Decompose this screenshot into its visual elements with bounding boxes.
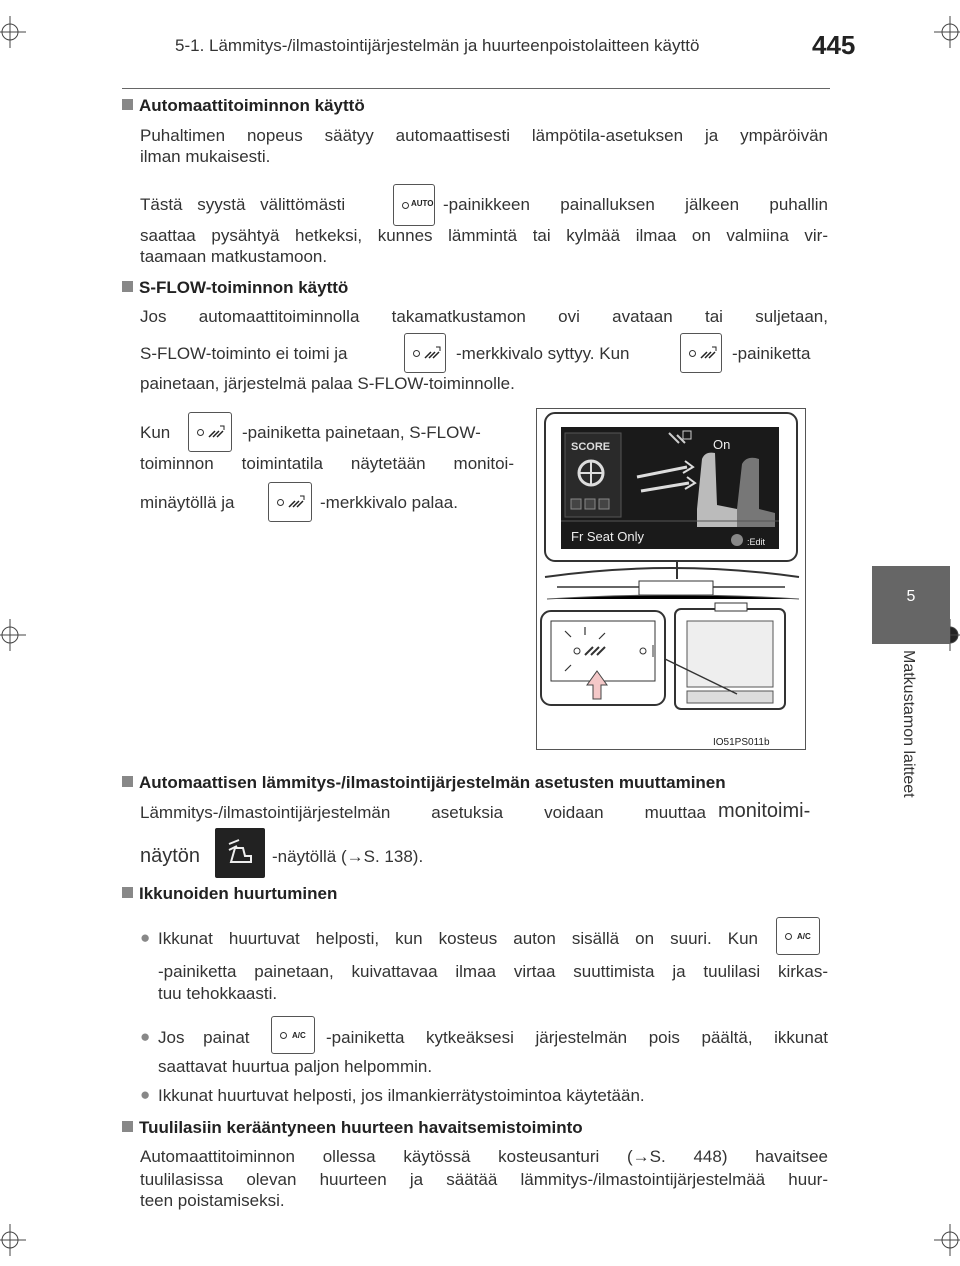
sflow-col-line1-b: -painiketta painetaan, S-FLOW-	[242, 423, 481, 442]
settings-line2-a: näytön	[140, 845, 201, 867]
auto-p1-line1: Puhaltimen nopeus säätyy automaattisesti lämpötila-asetuksen ja ympäröivän	[140, 126, 828, 145]
fog-b2-a: Jos painat	[158, 1028, 250, 1047]
heading-sflow-text: S-FLOW-toiminnon käyttö	[139, 278, 349, 297]
sflow-col-line1-a: Kun	[140, 423, 171, 442]
auto-button-icon	[393, 184, 435, 226]
crop-mark-mid-left	[0, 615, 40, 655]
auto-p1-line2: ilman mukaisesti.	[140, 147, 271, 166]
figure-id: IO51PS011b	[713, 737, 770, 748]
fog-b1-line2: -painiketta painetaan, kuivattavaa ilmaa virtaa suuttimista ja tuulilasi kirkas-	[158, 962, 828, 981]
fog-b2-line2: saattavat huurtua paljon helpommin.	[158, 1057, 433, 1076]
fog-b3: Ikkunat huurtuvat helposti, jos ilmankierrätystoimintoa käytetään.	[158, 1086, 645, 1105]
bullet-3: ●	[140, 1085, 151, 1104]
auto-button-label: AUTO	[411, 199, 434, 208]
heading-square-icon	[122, 1121, 133, 1132]
auto-p2-line3: taamaan matkustamoon.	[140, 247, 328, 266]
chapter-tab-number: 5	[906, 588, 916, 605]
sflow-col-line3-b: -merkkivalo palaa.	[320, 493, 458, 512]
ac-button-label: A/C	[797, 932, 811, 941]
running-header-title: 5-1. Lämmitys-/ilmastointijärjestelmän ja huurteenpoistolaitteen käyttö	[175, 36, 700, 55]
figure-score-label: SCORE	[571, 441, 611, 453]
sflow-button-icon-2	[188, 412, 232, 452]
crop-mark-top-left	[0, 10, 40, 50]
figure-on-label: On	[713, 437, 731, 452]
sflow-indicator-icon-2	[268, 482, 312, 522]
settings-line2-b: -näytöllä (→S. 138).	[272, 847, 424, 866]
figure-edit-label: :Edit	[747, 537, 766, 547]
ac-button-icon-2	[271, 1016, 315, 1054]
sflow-line1: Jos automaattitoiminnolla takamatkustamon ovi avataan tai suljetaan,	[140, 307, 828, 326]
auto-p2-after: -painikkeen painalluksen jälkeen puhallin	[443, 195, 828, 214]
bullet-1: ●	[140, 928, 151, 947]
figure-fr-seat-label: Fr Seat Only	[571, 529, 644, 544]
detect-line1: Automaattitoiminnon ollessa käytössä kosteusanturi (→S. 448) havaitsee	[140, 1147, 828, 1166]
sflow-line3: painetaan, järjestelmä palaa S-FLOW-toiminnolle.	[140, 374, 515, 393]
crop-mark-bottom-right	[920, 1222, 960, 1262]
sflow-col-line3-a: minäytöllä ja	[140, 493, 235, 512]
detect-line2: tuulilasissa olevan huurteen ja säätää lämmitys-/ilmastointijärjestelmää huur-	[140, 1170, 828, 1189]
settings-line1-a: Lämmitys-/ilmastointijärjestelmän asetuksia voidaan muuttaa	[140, 803, 706, 822]
bullet-2: ●	[140, 1027, 151, 1046]
climate-menu-icon	[215, 828, 265, 878]
heading-square-icon	[122, 776, 133, 787]
heading-settings-text: Automaattisen lämmitys-/ilmastointijärjestelmän asetusten muuttaminen	[139, 773, 726, 792]
heading-square-icon	[122, 281, 133, 292]
heading-auto-text: Automaattitoiminnon käyttö	[139, 96, 365, 115]
heading-square-icon	[122, 887, 133, 898]
page-number: 445	[812, 30, 856, 60]
detect-line3: teen poistamiseksi.	[140, 1191, 285, 1210]
ac-button-label-2: A/C	[292, 1031, 306, 1040]
heading-sflow	[122, 278, 348, 298]
auto-p2-before: Tästä syystä välittömästi	[140, 195, 346, 214]
sflow-indicator-icon	[404, 333, 446, 373]
sflow-line2-c: -painiketta	[732, 344, 811, 363]
ac-button-icon	[776, 917, 820, 955]
sflow-figure-illustration	[537, 409, 805, 749]
sflow-col-line2: toiminnon toimintatila näytetään monitoi-	[140, 454, 514, 473]
heading-detect-text: Tuulilasiin kerääntyneen huurteen havaitsemistoiminto	[139, 1118, 583, 1137]
fog-b1-line3: tuu tehokkaasti.	[158, 984, 278, 1003]
crop-mark-top-right	[920, 10, 960, 50]
heading-fog	[122, 884, 337, 904]
sflow-line2-a: S-FLOW-toiminto ei toimi ja	[140, 344, 348, 363]
chapter-side-label	[893, 650, 917, 840]
fog-b2-b: -painiketta kytkeäksesi järjestelmän pois päältä, ikkunat	[326, 1028, 828, 1047]
heading-fog-text: Ikkunoiden huurtuminen	[139, 884, 338, 903]
sflow-button-icon	[680, 333, 722, 373]
chapter-side-label-text: Matkustamon laitteet	[900, 650, 917, 798]
fog-b1-line1: Ikkunat huurtuvat helposti, kun kosteus auton sisällä on suuri. Kun	[158, 929, 758, 948]
header-rule	[122, 88, 830, 89]
heading-square-icon	[122, 99, 133, 110]
sflow-line2-b: -merkkivalo syttyy. Kun	[456, 344, 630, 363]
heading-settings	[122, 773, 726, 793]
sflow-figure	[536, 408, 806, 750]
crop-mark-bottom-left	[0, 1222, 40, 1262]
heading-detect	[122, 1118, 583, 1138]
heading-auto	[122, 96, 365, 116]
auto-p2-line2: saattaa pysähtyä hetkeksi, kunnes lämmintä tai kylmää ilmaa on valmiina vir-	[140, 226, 828, 245]
settings-line1-b: monitoimi-	[718, 800, 811, 822]
